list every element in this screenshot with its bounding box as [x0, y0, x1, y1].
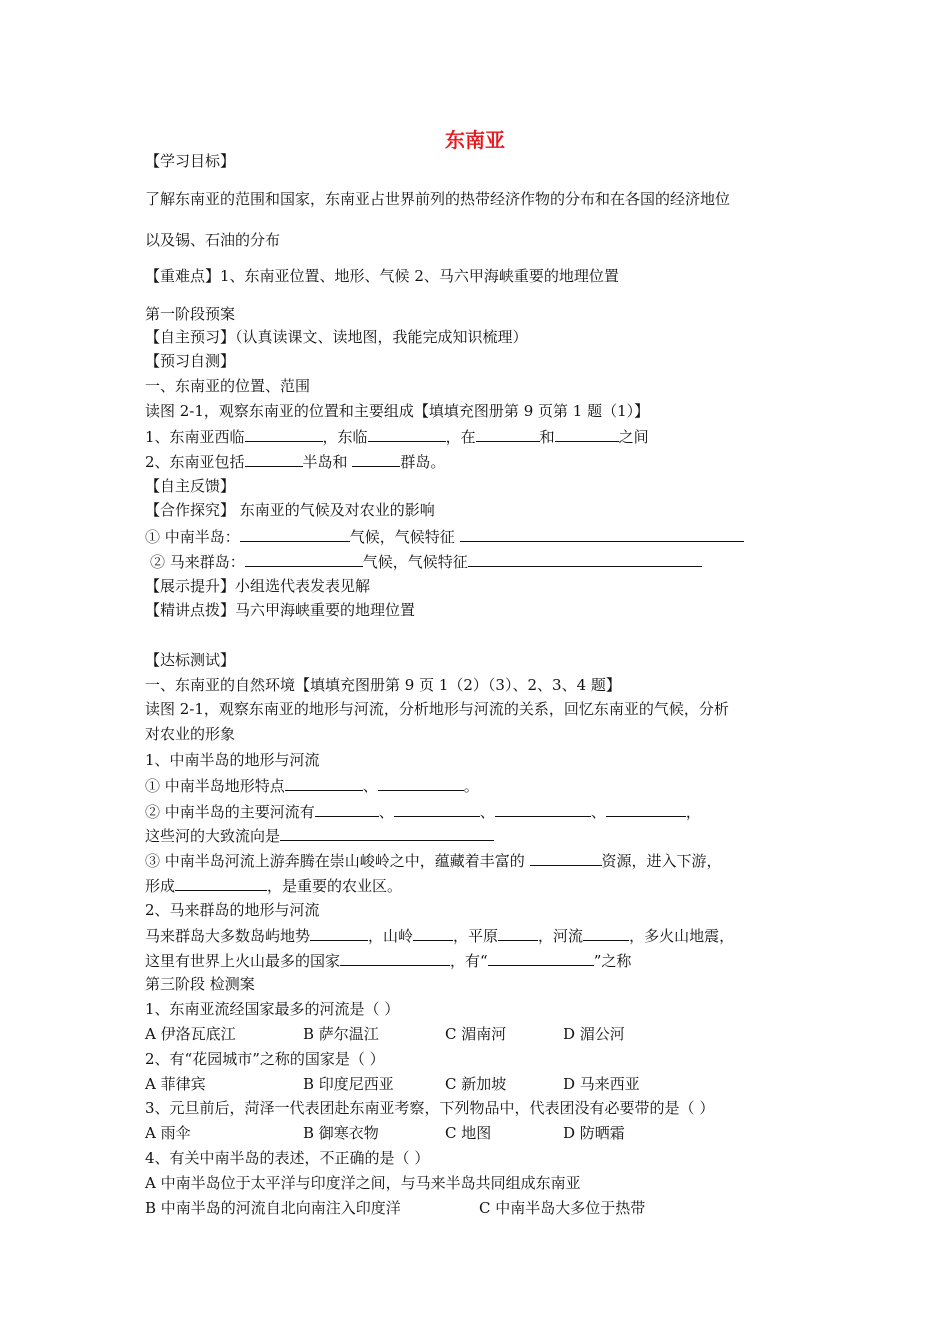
question-composition [145, 451, 445, 472]
question-text: ② 中南半岛的主要河流有 [145, 803, 315, 821]
test-q1b [145, 801, 701, 822]
answer-blank[interactable] [488, 950, 594, 966]
self-study: 【自主预习】（认真读课文、读地图，我能完成知识梳理） [145, 328, 528, 346]
answer-blank[interactable] [413, 925, 453, 941]
mc-q2: 2、有“花园城市”之称的国家是（ ） [145, 1050, 385, 1068]
question-text: ，河流 [538, 927, 584, 945]
page-title: 东南亚 [445, 128, 505, 152]
test-q1b-2 [145, 825, 494, 846]
mc-q3: 3、元旦前后，菏泽一代表团赴东南亚考察，下列物品中，代表团没有必要带的是（ ） [145, 1099, 715, 1117]
test-header: 【达标测试】 [145, 651, 236, 669]
explain-point: 【精讲点拨】马六甲海峡重要的地理位置 [145, 601, 416, 619]
option-d[interactable]: D 马来西亚 [563, 1075, 640, 1093]
answer-blank[interactable] [368, 426, 446, 442]
answer-blank[interactable] [245, 451, 303, 467]
test-read-1: 读图 2-1，观察东南亚的地形与河流，分析地形与河流的关系，回忆东南亚的气候，分析 [145, 700, 729, 718]
answer-blank[interactable] [310, 925, 368, 941]
key-points: 【重难点】1、东南亚位置、地形、气候 2、马六甲海峡重要的地理位置 [145, 267, 619, 285]
goals-text-2: 以及锡、石油的分布 [145, 231, 281, 249]
mc-q1-options [145, 1024, 625, 1044]
test-q2-title: 2、马来群岛的地形与河流 [145, 901, 320, 919]
question-text: 和 [539, 428, 555, 446]
question-text: ② 马来群岛： [150, 553, 245, 571]
test-q1a [145, 775, 479, 796]
option-a[interactable]: A 菲律宾 [145, 1075, 206, 1093]
mc-q3-options [145, 1123, 625, 1143]
read-instruction: 读图 2-1，观察东南亚的位置和主要组成【填填充图册第 9 页第 1 题（1）】 [145, 402, 650, 420]
answer-blank[interactable] [340, 950, 450, 966]
answer-blank[interactable] [498, 925, 538, 941]
coop-explore: 【合作探究】 东南亚的气候及对农业的影响 [145, 501, 435, 519]
question-text: 马来群岛大多数岛屿地势 [145, 927, 311, 945]
question-text: 气候，气候特征 [349, 528, 460, 546]
option-b[interactable]: B 萨尔温江 [303, 1025, 379, 1043]
test-section-1: 一、东南亚的自然环境【填填充图册第 9 页 1（2）（3）、2、3、4 题】 [145, 676, 621, 694]
self-test: 【预习自测】 [145, 352, 236, 370]
question-text: 。 [463, 777, 479, 795]
option-c[interactable]: C 湄南河 [445, 1025, 507, 1043]
answer-blank[interactable] [245, 551, 363, 567]
question-text: 、 [590, 803, 606, 821]
question-text: ③ 中南半岛河流上游奔腾在崇山峻岭之中，蕴藏着丰富的 [145, 852, 530, 870]
test-read-2: 对农业的形象 [145, 725, 236, 743]
test-q2b [145, 950, 631, 971]
question-text: ，平原 [453, 927, 499, 945]
test-q1c-2 [145, 875, 402, 896]
question-text: ，多火山地震， [629, 927, 735, 945]
test-q2a [145, 925, 734, 946]
question-text: ① 中南半岛地形特点 [145, 777, 285, 795]
question-text: ，有“ [450, 952, 488, 970]
section-position: 一、东南亚的位置、范围 [145, 377, 311, 395]
question-text: 半岛和 [302, 453, 353, 471]
question-text: ，山岭 [368, 927, 414, 945]
option-d[interactable]: D 防晒霜 [563, 1124, 625, 1142]
question-text: ，在 [445, 428, 476, 446]
answer-blank[interactable] [495, 801, 591, 817]
option-a[interactable]: A 伊洛瓦底江 [145, 1025, 236, 1043]
climate-indochina [145, 526, 744, 547]
option-b[interactable]: B 印度尼西亚 [303, 1075, 394, 1093]
stage1-title: 第一阶段预案 [145, 305, 236, 323]
goals-header: 【学习目标】 [145, 152, 236, 170]
question-text: 、 [479, 803, 495, 821]
question-text: ”之称 [593, 952, 632, 970]
mc-q2-options [145, 1074, 640, 1094]
question-position [145, 426, 649, 447]
question-text: 气候，气候特征 [362, 553, 468, 571]
option-c[interactable]: C 新加坡 [445, 1075, 507, 1093]
answer-blank[interactable] [315, 801, 379, 817]
question-text: ，东临 [322, 428, 368, 446]
question-text: 资源，进入下游， [601, 852, 722, 870]
question-text: 、 [378, 803, 394, 821]
option-c[interactable]: C 地图 [445, 1124, 492, 1142]
answer-blank[interactable] [583, 925, 629, 941]
question-text: ① 中南半岛： [145, 528, 240, 546]
question-text: 这些河的大致流向是 [145, 827, 281, 845]
option-b[interactable]: B 中南半岛的河流自北向南注入印度洋 [145, 1199, 401, 1217]
answer-blank[interactable] [240, 526, 350, 542]
question-text: 2、东南亚包括 [145, 453, 245, 471]
answer-blank[interactable] [476, 426, 540, 442]
option-d[interactable]: D 湄公河 [563, 1025, 625, 1043]
mc-q4-option-a[interactable]: A 中南半岛位于太平洋与印度洋之间，与马来半岛共同组成东南亚 [145, 1174, 581, 1192]
question-text: 这里有世界上火山最多的国家 [145, 952, 341, 970]
option-c[interactable]: C 中南半岛大多位于热带 [479, 1199, 646, 1217]
answer-blank[interactable] [352, 451, 400, 467]
answer-blank[interactable] [175, 875, 267, 891]
answer-blank[interactable] [378, 775, 464, 791]
mc-q1: 1、东南亚流经国家最多的河流是（ ） [145, 1000, 400, 1018]
answer-blank[interactable] [280, 825, 494, 841]
question-text: ， [685, 803, 701, 821]
option-b[interactable]: B 御寒衣物 [303, 1124, 379, 1142]
test-q1c [145, 850, 722, 871]
test-q1-title: 1、中南半岛的地形与河流 [145, 751, 320, 769]
question-text: ，是重要的农业区。 [267, 877, 403, 895]
mc-q4: 4、有关中南半岛的表述，不正确的是（ ） [145, 1149, 430, 1167]
answer-blank[interactable] [394, 801, 480, 817]
goals-text-1: 了解东南亚的范围和国家，东南亚占世界前列的热带经济作物的分布和在各国的经济地位 [145, 190, 731, 208]
question-text: 形成 [145, 877, 176, 895]
answer-blank[interactable] [606, 801, 686, 817]
self-feedback: 【自主反馈】 [145, 477, 236, 495]
climate-malay [150, 551, 702, 572]
question-text: 、 [362, 777, 378, 795]
show-improve: 【展示提升】小组选代表发表见解 [145, 577, 371, 595]
answer-blank[interactable] [245, 426, 323, 442]
answer-blank[interactable] [468, 551, 702, 567]
question-text: 之间 [618, 428, 649, 446]
stage3-title: 第三阶段 检测案 [145, 975, 255, 993]
question-text: 1、东南亚西临 [145, 428, 245, 446]
mc-q4-options-bc [145, 1198, 645, 1218]
option-a[interactable]: A 雨伞 [145, 1124, 191, 1142]
answer-blank[interactable] [285, 775, 363, 791]
answer-blank[interactable] [555, 426, 619, 442]
question-text: 群岛。 [400, 453, 446, 471]
answer-blank[interactable] [460, 526, 744, 542]
answer-blank[interactable] [530, 850, 602, 866]
